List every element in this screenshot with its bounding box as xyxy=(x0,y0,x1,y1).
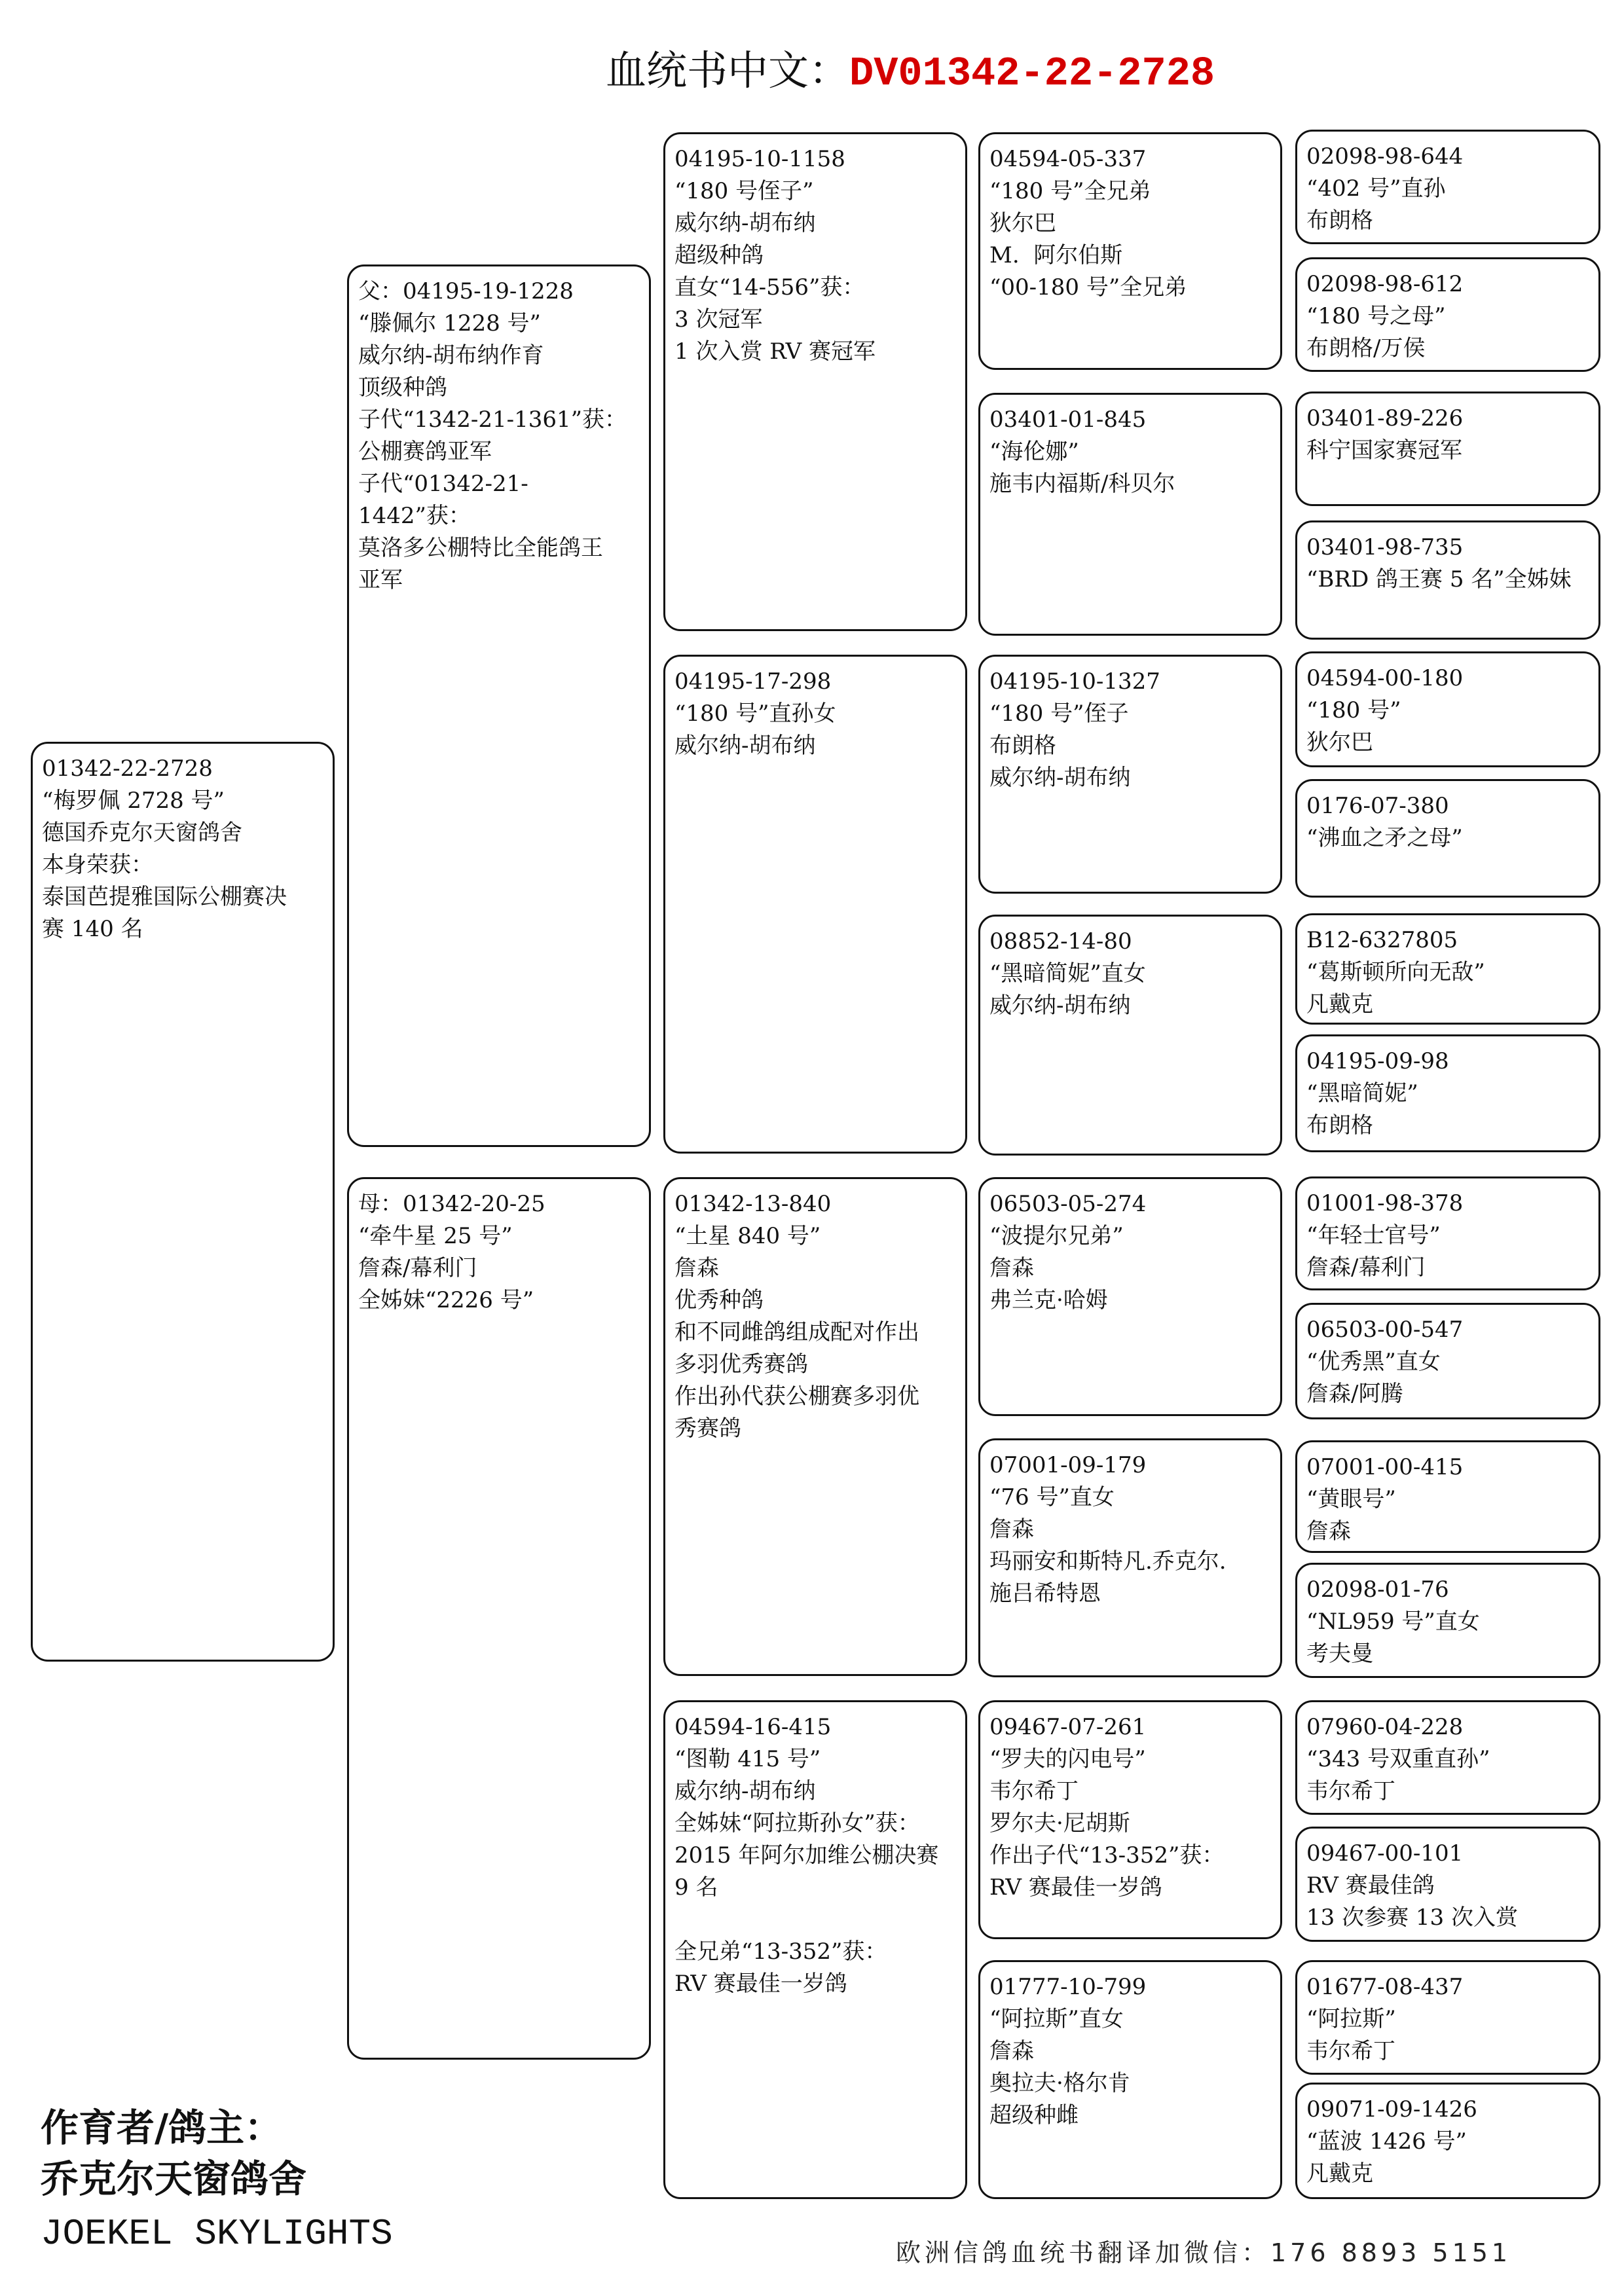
card-line: “180 号侄子” xyxy=(674,178,814,204)
gen5-card-5 xyxy=(1295,651,1600,767)
gen5-card-6 xyxy=(1295,779,1600,898)
card-line: 全姊妹“2226 号” xyxy=(358,1287,534,1313)
card-line: 弗兰克·哈姆 xyxy=(989,1287,1108,1313)
dam-sire-card xyxy=(663,1177,967,1676)
card-line: RV 赛最佳鸽 xyxy=(1306,1872,1435,1899)
card-line: 04195-17-298 xyxy=(674,668,832,695)
gen5-card-10 xyxy=(1295,1303,1600,1419)
card-line: 詹森 xyxy=(989,1255,1034,1281)
card-line: 07960-04-228 xyxy=(1306,1714,1464,1740)
sire-sire-card xyxy=(663,132,967,631)
gen4-card-5 xyxy=(978,1177,1282,1416)
breeder-name: 乔克尔天窗鸽舍 xyxy=(41,2157,307,2201)
breeder-name-english: JOEKEL SKYLIGHTS xyxy=(41,2213,393,2255)
gen5-card-11 xyxy=(1295,1440,1600,1553)
card-line: “葛斯顿所向无敌” xyxy=(1306,959,1485,985)
card-line: “402 号”直孙 xyxy=(1306,175,1446,202)
card-line: 詹森 xyxy=(989,1516,1034,1542)
card-line: 玛丽安和斯特凡.乔克尔. xyxy=(989,1548,1227,1575)
card-line: 秀赛鸽 xyxy=(674,1415,741,1442)
card-line: “牵牛星 25 号” xyxy=(358,1223,513,1249)
card-line: 泰国芭提雅国际公棚赛决 xyxy=(42,884,287,910)
card-line: 07001-00-415 xyxy=(1306,1454,1464,1480)
card-line: 布朗格 xyxy=(1306,1112,1373,1139)
gen5-card-8 xyxy=(1295,1034,1600,1152)
card-line: 3 次冠军 xyxy=(674,306,763,333)
card-line: “梅罗佩 2728 号” xyxy=(42,788,225,814)
card-line: “180 号”全兄弟 xyxy=(989,178,1151,204)
card-line: 04195-09-98 xyxy=(1306,1048,1449,1074)
card-line: 06503-05-274 xyxy=(989,1191,1147,1217)
gen5-card-3 xyxy=(1295,392,1600,506)
card-line: “00-180 号”全兄弟 xyxy=(989,274,1187,301)
card-line: B12-6327805 xyxy=(1306,927,1458,953)
card-line: 德国乔克尔天窗鸽舍 xyxy=(42,820,242,846)
card-line: 布朗格 xyxy=(989,733,1056,759)
card-line: 09467-07-261 xyxy=(989,1714,1147,1740)
gen5-card-1 xyxy=(1295,130,1600,244)
card-line: 04594-16-415 xyxy=(674,1714,832,1740)
card-line: 考夫曼 xyxy=(1306,1641,1373,1667)
card-line: 01677-08-437 xyxy=(1306,1974,1464,2000)
card-line: 作出子代“13-352”获： xyxy=(989,1842,1225,1868)
card-line: 施吕希特恩 xyxy=(989,1580,1101,1607)
card-line: 多羽优秀赛鸽 xyxy=(674,1351,808,1377)
card-line: “罗夫的闪电号” xyxy=(989,1746,1146,1772)
card-line: 全兄弟“13-352”获： xyxy=(674,1939,887,1965)
card-line: “343 号双重直孙” xyxy=(1306,1746,1490,1772)
card-line: 狄尔巴 xyxy=(989,210,1056,236)
gen5-card-14 xyxy=(1295,1827,1600,1942)
subject-card xyxy=(31,742,335,1662)
card-line xyxy=(674,1904,956,1936)
card-line: “海伦娜” xyxy=(989,439,1079,465)
card-line: 04195-10-1327 xyxy=(989,668,1160,695)
footer-contact: 欧洲信鸽血统书翻译加微信：176 8893 5151 xyxy=(896,2238,1512,2267)
card-line: 07001-09-179 xyxy=(989,1452,1147,1478)
card-line: “沸血之矛之母” xyxy=(1306,825,1463,851)
card-line: 02098-01-76 xyxy=(1306,1576,1449,1603)
card-line: 2015 年阿尔加维公棚决赛 xyxy=(674,1842,939,1868)
card-line: “土星 840 号” xyxy=(674,1223,821,1249)
sire-card xyxy=(347,264,651,1147)
card-line: “优秀黑”直女 xyxy=(1306,1349,1441,1375)
card-line: 威尔纳-胡布纳 xyxy=(989,765,1131,791)
gen5-card-4 xyxy=(1295,520,1600,640)
card-line: 1 次入赏 RV 赛冠军 xyxy=(674,338,876,365)
card-line: 凡戴克 xyxy=(1306,2160,1373,2187)
card-line: “蓝波 1426 号” xyxy=(1306,2128,1467,2155)
card-line: 直女“14-556”获： xyxy=(674,274,865,301)
card-line: “BRD 鸽王赛 5 名”全姊妹 xyxy=(1306,566,1572,592)
card-line: 01342-13-840 xyxy=(674,1191,832,1217)
card-line: 子代“1342-21-1361”获： xyxy=(358,407,627,433)
gen5-card-12 xyxy=(1295,1563,1600,1678)
card-line: 超级种雌 xyxy=(989,2102,1079,2128)
title-label: 血统书中文： xyxy=(606,46,850,94)
card-line: “NL959 号”直女 xyxy=(1306,1609,1480,1635)
card-line: 赛 140 名 xyxy=(42,916,143,942)
card-line: 13 次参赛 13 次入赏 xyxy=(1306,1904,1518,1931)
card-line: 詹森/阿腾 xyxy=(1306,1381,1403,1407)
card-line: 詹森 xyxy=(989,2038,1034,2064)
card-line: 狄尔巴 xyxy=(1306,729,1373,756)
card-line: 公棚赛鸽亚军 xyxy=(358,439,492,465)
card-line: RV 赛最佳一岁鸽 xyxy=(989,1874,1162,1901)
card-line: “76 号”直女 xyxy=(989,1484,1115,1510)
card-line: “黄眼号” xyxy=(1306,1486,1396,1512)
card-line: 04594-00-180 xyxy=(1306,665,1464,691)
gen5-card-16 xyxy=(1295,2083,1600,2199)
card-line: “180 号”侄子 xyxy=(989,701,1129,727)
card-line: 凡戴克 xyxy=(1306,991,1373,1017)
card-line: 01777-10-799 xyxy=(989,1974,1147,2000)
page-title xyxy=(606,38,1215,97)
card-line: 04594-05-337 xyxy=(989,146,1147,172)
dam-dam-card xyxy=(663,1700,967,2199)
card-line: 本身荣获： xyxy=(42,852,153,878)
card-line: 02098-98-644 xyxy=(1306,143,1464,170)
card-line: “黑暗简妮” xyxy=(1306,1080,1418,1106)
card-line: 顶级种鸽 xyxy=(358,374,447,401)
card-line: 01001-98-378 xyxy=(1306,1190,1464,1216)
card-line: 威尔纳-胡布纳作育 xyxy=(358,342,544,369)
gen4-card-3 xyxy=(978,655,1282,894)
card-line: 母：01342-20-25 xyxy=(358,1191,545,1217)
card-line: “年轻士官号” xyxy=(1306,1222,1441,1248)
card-line: 施韦内福斯/科贝尔 xyxy=(989,471,1175,497)
card-line: “图勒 415 号” xyxy=(674,1746,821,1772)
gen4-card-4 xyxy=(978,915,1282,1156)
card-line: 韦尔希丁 xyxy=(1306,2038,1395,2064)
dam-card xyxy=(347,1177,651,2060)
card-line: RV 赛最佳一岁鸽 xyxy=(674,1971,847,1997)
card-line: “180 号”直孙女 xyxy=(674,701,836,727)
card-line: “阿拉斯” xyxy=(1306,2006,1396,2032)
card-line: 子代“01342-21-1442”获： xyxy=(358,471,528,529)
sire-dam-card xyxy=(663,655,967,1154)
card-line: 科宁国家赛冠军 xyxy=(1306,437,1462,464)
gen4-card-2 xyxy=(978,393,1282,636)
card-line: 03401-01-845 xyxy=(989,407,1147,433)
card-line: 威尔纳-胡布纳 xyxy=(674,1778,816,1804)
card-line: “波提尔兄弟” xyxy=(989,1223,1124,1249)
gen5-card-13 xyxy=(1295,1700,1600,1815)
card-line: 莫洛多公棚特比全能鸽王 xyxy=(358,535,603,561)
card-line: 和不同雌鸽组成配对作出 xyxy=(674,1319,919,1345)
card-line: 0176-07-380 xyxy=(1306,793,1449,819)
card-line: 威尔纳-胡布纳 xyxy=(989,993,1131,1019)
gen5-card-7 xyxy=(1295,913,1600,1025)
gen4-card-1 xyxy=(978,132,1282,370)
gen5-card-9 xyxy=(1295,1176,1600,1290)
gen5-card-2 xyxy=(1295,257,1600,372)
card-line: M. 阿尔伯斯 xyxy=(989,242,1123,268)
card-line: 亚军 xyxy=(358,567,403,593)
card-line: “180 号之母” xyxy=(1306,303,1446,329)
card-line: 02098-98-612 xyxy=(1306,271,1464,297)
gen5-card-15 xyxy=(1295,1960,1600,2075)
gen4-card-6 xyxy=(978,1438,1282,1677)
card-line: 布朗格/万侯 xyxy=(1306,335,1426,361)
card-line: 韦尔希丁 xyxy=(989,1778,1079,1804)
card-line: 罗尔夫·尼胡斯 xyxy=(989,1810,1130,1836)
card-line: 父：04195-19-1228 xyxy=(358,278,574,304)
card-line: 威尔纳-胡布纳 xyxy=(674,210,816,236)
ring-number: DV01342-22-2728 xyxy=(849,50,1215,97)
card-line: 詹森/幕利门 xyxy=(1306,1254,1426,1281)
card-line: 03401-98-735 xyxy=(1306,534,1464,560)
card-line: “180 号” xyxy=(1306,697,1401,723)
card-line: 詹森 xyxy=(1306,1518,1351,1544)
card-line: “黑暗简妮”直女 xyxy=(989,960,1146,987)
card-line: 超级种鸽 xyxy=(674,242,764,268)
card-line: 布朗格 xyxy=(1306,208,1373,234)
card-line: 威尔纳-胡布纳 xyxy=(674,733,816,759)
card-line: “阿拉斯”直女 xyxy=(989,2006,1124,2032)
card-line: 9 名 xyxy=(674,1874,718,1901)
card-line: 09071-09-1426 xyxy=(1306,2096,1477,2123)
breeder-label: 作育者/鸽主： xyxy=(41,2105,283,2150)
card-line: 全姊妹“阿拉斯孙女”获： xyxy=(674,1810,920,1836)
card-line: 09467-00-101 xyxy=(1306,1840,1464,1867)
card-line: 06503-00-547 xyxy=(1306,1317,1464,1343)
gen4-card-7 xyxy=(978,1700,1282,1939)
card-line: 01342-22-2728 xyxy=(42,756,213,782)
card-line: 詹森/幕利门 xyxy=(358,1255,477,1281)
card-line: 奥拉夫·格尔肯 xyxy=(989,2070,1130,2096)
card-line: 作出孙代获公棚赛多羽优 xyxy=(674,1383,919,1410)
card-line: 03401-89-226 xyxy=(1306,405,1464,431)
gen4-card-8 xyxy=(978,1960,1282,2199)
card-line: 韦尔希丁 xyxy=(1306,1778,1395,1804)
card-line: 优秀种鸽 xyxy=(674,1287,764,1313)
card-line: “滕佩尔 1228 号” xyxy=(358,310,541,337)
card-line: 詹森 xyxy=(674,1255,719,1281)
card-line: 04195-10-1158 xyxy=(674,146,845,172)
card-line: 08852-14-80 xyxy=(989,928,1132,955)
